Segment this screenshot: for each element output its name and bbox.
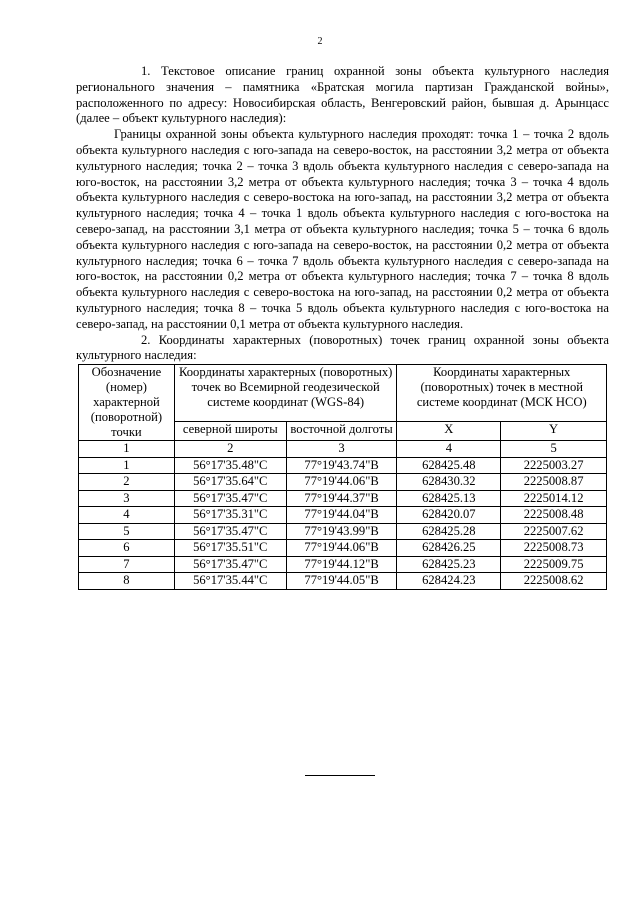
column-number-row (79, 441, 607, 458)
longitude-cell: 77°19'43.99"В (286, 523, 397, 540)
x-cell: 628425.48 (397, 457, 501, 474)
longitude-cell: 77°19'43.74"В (286, 457, 397, 474)
subheader-y: Y (501, 421, 607, 441)
table-row (79, 523, 607, 540)
x-cell: 628425.23 (397, 556, 501, 573)
latitude-cell: 56°17'35.47"С (174, 556, 286, 573)
point-number: 7 (79, 556, 175, 573)
subheader-x: X (397, 421, 501, 441)
subheader-latitude: северной широты (174, 421, 286, 441)
point-number: 4 (79, 507, 175, 524)
point-number: 1 (79, 457, 175, 474)
y-cell: 2225008.73 (501, 540, 607, 557)
table-row (79, 573, 607, 590)
latitude-cell: 56°17'35.31"С (174, 507, 286, 524)
x-cell: 628425.28 (397, 523, 501, 540)
table-row (79, 457, 607, 474)
page-number: 2 (317, 36, 323, 47)
y-cell: 2225014.12 (501, 490, 607, 507)
latitude-cell: 56°17'35.51"С (174, 540, 286, 557)
column-number: 2 (174, 441, 286, 458)
y-cell: 2225007.62 (501, 523, 607, 540)
point-number: 3 (79, 490, 175, 507)
column-number: 1 (79, 441, 175, 458)
x-cell: 628424.23 (397, 573, 501, 590)
latitude-cell: 56°17'35.44"С (174, 573, 286, 590)
longitude-cell: 77°19'44.06"В (286, 474, 397, 491)
x-cell: 628430.32 (397, 474, 501, 491)
latitude-cell: 56°17'35.64"С (174, 474, 286, 491)
longitude-cell: 77°19'44.12"В (286, 556, 397, 573)
x-cell: 628420.07 (397, 507, 501, 524)
y-cell: 2225008.48 (501, 507, 607, 524)
longitude-cell: 77°19'44.06"В (286, 540, 397, 557)
table-row (79, 474, 607, 491)
longitude-cell: 77°19'44.04"В (286, 507, 397, 524)
table-row (79, 540, 607, 557)
y-cell: 2225009.75 (501, 556, 607, 573)
point-number: 5 (79, 523, 175, 540)
table-row (79, 490, 607, 507)
subheader-longitude: восточной долготы (286, 421, 397, 441)
column-number: 5 (501, 441, 607, 458)
longitude-cell: 77°19'44.37"В (286, 490, 397, 507)
document-body (76, 64, 609, 590)
latitude-cell: 56°17'35.47"С (174, 490, 286, 507)
x-cell: 628426.25 (397, 540, 501, 557)
x-cell: 628425.13 (397, 490, 501, 507)
header-wgs: Координаты характерных (поворотных) точек во Всемирной геодезической системе координат (WGS-84) (174, 365, 397, 421)
section-1-body: Границы охранной зоны объекта культурного наследия проходят: точка 1 – точка 2 вдоль объекта культурного наследия с юго-запада на северо-восток, на расстоянии 3,2 метра от объекта культурного наследия; точка 2 – точка 3 вдоль объекта культурного наследия с северо-запада на юго-восток, на расстоянии 3,2 метра от объекта культурного наследия; точка 3 – точка 4 вдоль объекта культурного наследия с северо-востока на юго-запад, на расстоянии 3,2 метра от объекта культурного наследия; точка 4 – точка 1 вдоль объекта культурного наследия с юго-востока на северо-запад, на расстоянии 3,1 метра от объекта культурного наследия; точка 5 – точка 6 вдоль объекта культурного наследия с юго-запада на северо-восток, на расстоянии 0,2 метра от объекта культурного наследия; точка 6 – точка 7 вдоль объекта культурного наследия с северо-запада на юго-восток, на расстоянии 0,2 метра от объекта культурного наследия; точка 7 – точка 8 вдоль объекта культурного наследия с северо-востока на юго-запад, на расстоянии 0,2 метра от объекта культурного наследия; точка 8 – точка 5 вдоль объекта культурного наследия с юго-востока на северо-запад, на расстоянии 0,1 метра от объекта культурного наследия. (76, 127, 609, 331)
section-2-caption: 2. Координаты характерных (поворотных) точек границ охранной зоны объекта культурного наследия: (76, 332, 609, 363)
latitude-cell: 56°17'35.47"С (174, 523, 286, 540)
header-point: Обозначение (номер) характерной (поворотной) точки (79, 365, 175, 441)
y-cell: 2225003.27 (501, 457, 607, 474)
point-number: 2 (79, 474, 175, 491)
y-cell: 2225008.87 (501, 474, 607, 491)
column-number: 3 (286, 441, 397, 458)
section-1-heading: 1. Текстовое описание границ охранной зоны объекта культурного наследия регионального значения – памятника «Братская могила партизан Гражданской войны», расположенного по адресу: Новосибирская область, Венгеровский район, бывшая д. Арынцасс (далее – объект культурного наследия): (76, 64, 609, 126)
point-number: 6 (79, 540, 175, 557)
longitude-cell: 77°19'44.05"В (286, 573, 397, 590)
footer-divider (305, 775, 375, 776)
y-cell: 2225008.62 (501, 573, 607, 590)
column-number: 4 (397, 441, 501, 458)
point-number: 8 (79, 573, 175, 590)
header-msk: Координаты характерных (поворотных) точек в местной системе координат (МСК НСО) (397, 365, 607, 421)
table-row (79, 507, 607, 524)
table-header-row (79, 365, 607, 421)
coordinates-table (78, 364, 607, 590)
latitude-cell: 56°17'35.48"С (174, 457, 286, 474)
table-row (79, 556, 607, 573)
